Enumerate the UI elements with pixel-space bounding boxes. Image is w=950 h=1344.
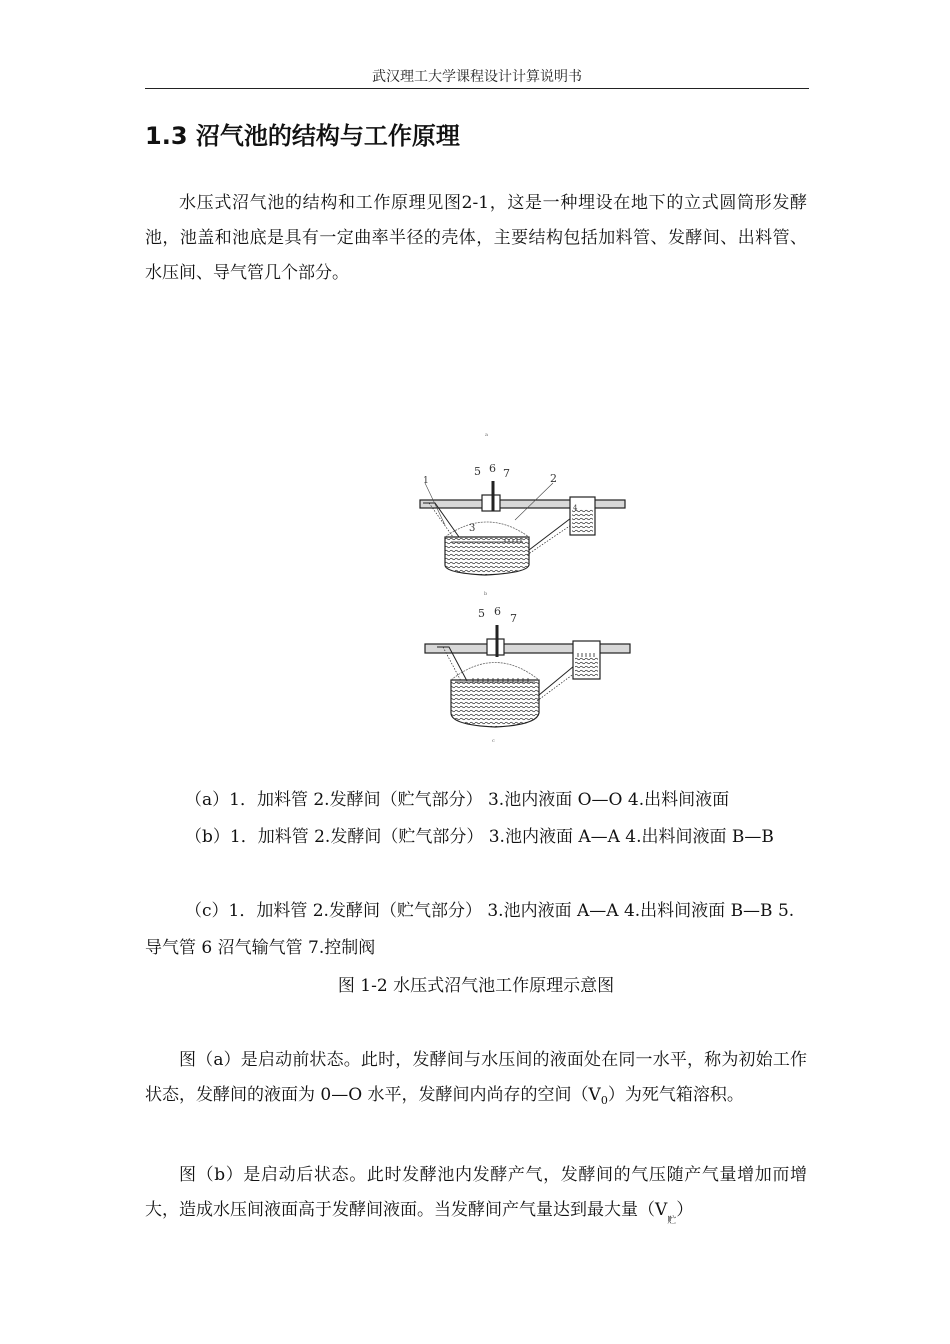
caption-c: （c）1．加料管 2.发酵间（贮气部分） 3.池内液面 A—A 4.出料间液面 B—B 5.导气管 6 沼气输气管 7.控制阀 xyxy=(145,901,795,958)
label-7: 7 xyxy=(503,467,510,480)
paragraph-state-a-tail: ）为死气箱溶积。 xyxy=(607,1085,744,1105)
caption-a: （a）1．加料管 2.发酵间（贮气部分） 3.池内液面 O—O 4.出料间液面 xyxy=(185,790,730,810)
figure-title: 图 1-2 水压式沼气池工作原理示意图 xyxy=(337,976,615,996)
label-3: 3 xyxy=(469,523,476,534)
diagram-bottom xyxy=(425,605,630,744)
label-6: 6 xyxy=(489,462,496,475)
label-6-bottom: 6 xyxy=(494,605,501,618)
paragraph-state-a-text: 图（a）是启动前状态。此时，发酵间与水压间的液面处在同一水平，称为初始工作状态，发酵间的液面为 0—O 水平，发酵间内尚存的空间（V xyxy=(145,1050,807,1105)
label-4: 4 xyxy=(573,504,578,512)
biogas-digester-diagram xyxy=(415,425,640,745)
diagram-top xyxy=(420,462,625,597)
label-5: 5 xyxy=(474,465,481,478)
label-1: 1 xyxy=(423,476,429,486)
caption-b: （b）1．加料管 2.发酵间（贮气部分） 3.池内液面 A—A 4.出料间液面 B—B xyxy=(185,827,774,847)
svg-text:b: b xyxy=(484,591,488,597)
label-2: 2 xyxy=(550,472,557,485)
svg-text:c: c xyxy=(492,738,495,744)
svg-text:a: a xyxy=(485,432,488,438)
paragraph-state-b-text: 图（b）是启动后状态。此时发酵池内发酵产气，发酵间的气压随产气量增加而增大，造成水压间液面高于发酵间液面。当发酵间产气量达到最大量（V xyxy=(145,1165,807,1220)
subscript-v0: 0 xyxy=(600,1094,608,1107)
label-7-bottom: 7 xyxy=(510,612,517,625)
intro-paragraph: 水压式沼气池的结构和工作原理见图2-1，这是一种埋设在地下的立式圆筒形发酵池，池盖和池底是具有一定曲率半径的壳体，主要结构包括加料管、发酵间、出料管、水压间、导气管几个部分。 xyxy=(145,193,807,283)
section-title: 1.3 沼气池的结构与工作原理 xyxy=(145,122,460,150)
page-header: 武汉理工大学课程设计计算说明书 xyxy=(372,69,582,85)
paragraph-state-b xyxy=(145,1158,807,1239)
label-5-bottom: 5 xyxy=(478,607,485,620)
header-rule xyxy=(145,88,809,89)
paragraph-state-a xyxy=(145,1043,807,1118)
subscript-storage: 贮 xyxy=(667,1216,677,1226)
paragraph-state-b-tail: ） xyxy=(676,1200,694,1220)
